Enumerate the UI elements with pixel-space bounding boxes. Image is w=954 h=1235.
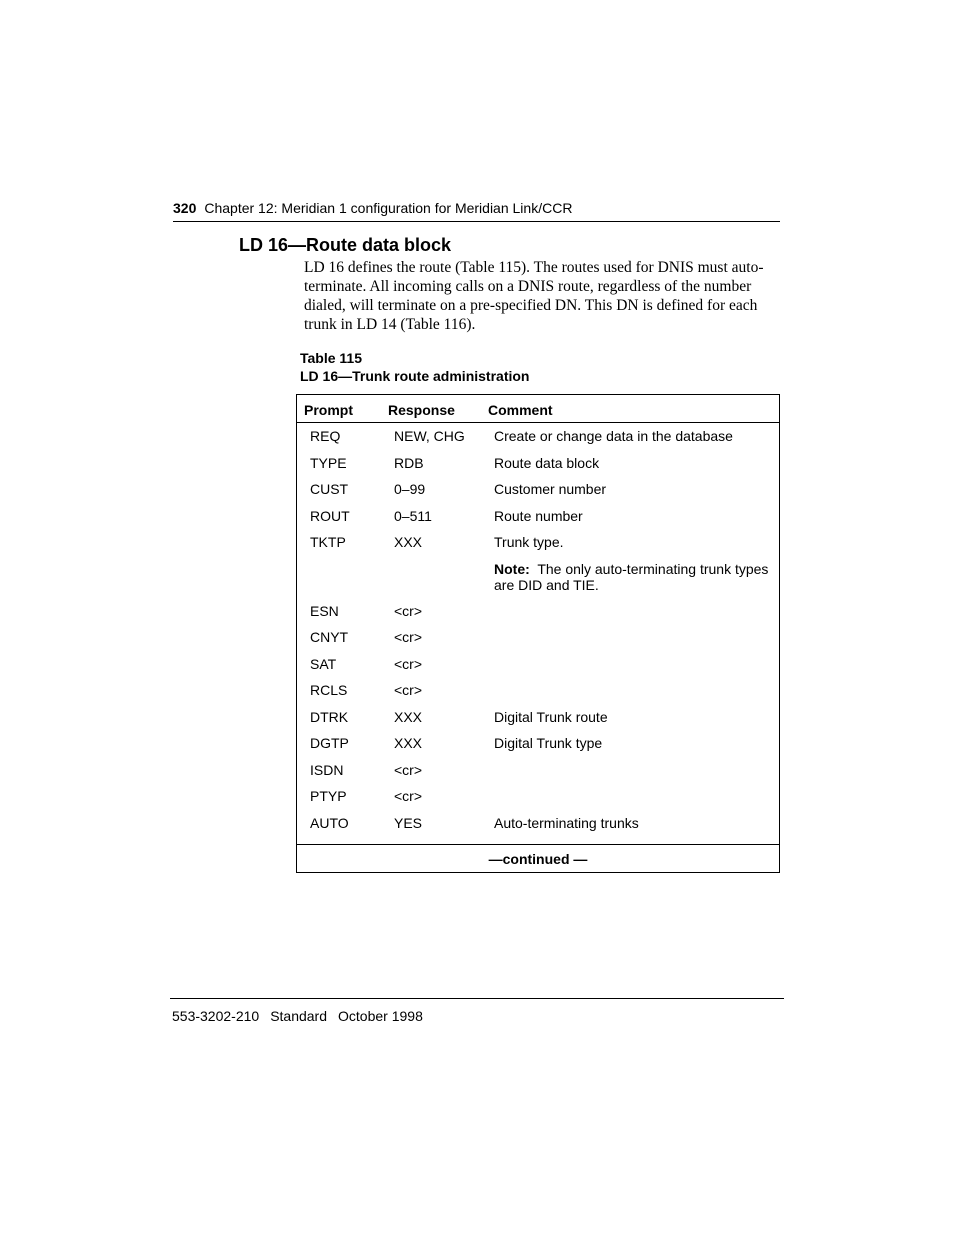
table-footer-row	[297, 844, 779, 872]
cell-prompt: AUTO	[310, 814, 349, 831]
chapter-title: Chapter 12: Meridian 1 configuration for Meridian Link/CCR	[204, 200, 573, 216]
cell-response: XXX	[394, 735, 423, 751]
cell-response: XXX	[394, 534, 423, 550]
cell-prompt: CNYT	[310, 629, 349, 645]
cell-comment	[494, 762, 774, 788]
section-title: LD 16—Route data block	[239, 235, 452, 255]
note-label: Note:	[494, 560, 530, 577]
intro-paragraph: LD 16 defines the route (Table 115). The routes used for DNIS must auto-terminate. All incoming calls on a DNIS route, regardless of the number dialed, will terminate on a pre-specified DN. This DN is defined for each trunk in LD 14 (Table 116).	[304, 259, 764, 333]
table-row	[297, 481, 779, 508]
cell-prompt: PTYP	[310, 788, 347, 804]
cell-prompt: RCLS	[310, 682, 348, 698]
cell-prompt: REQ	[310, 428, 341, 444]
table-row	[297, 788, 779, 815]
document-date: October 1998	[338, 1008, 423, 1024]
cell-prompt: DTRK	[310, 708, 349, 725]
continued-label: —continued —	[488, 851, 588, 867]
table-row	[297, 428, 779, 455]
cell-comment: Digital Trunk route	[494, 708, 608, 725]
table-title: LD 16—Trunk route administration	[300, 367, 530, 384]
cell-comment: Customer number	[494, 481, 607, 497]
table-row	[297, 561, 779, 603]
column-header-prompt: Prompt	[304, 402, 353, 418]
cell-response: 0–99	[394, 481, 426, 497]
document-status: Standard	[270, 1008, 328, 1024]
table-row	[297, 455, 779, 482]
cell-comment	[494, 561, 774, 603]
cell-prompt: CUST	[310, 481, 349, 497]
cell-response: <cr>	[394, 788, 423, 804]
table-row	[297, 603, 779, 630]
running-footer	[172, 1007, 434, 1025]
cell-prompt: ESN	[310, 602, 339, 619]
cell-comment	[494, 682, 774, 708]
cell-response: YES	[394, 814, 423, 831]
column-header-comment: Comment	[488, 402, 553, 418]
cell-prompt: SAT	[310, 655, 337, 672]
table-caption	[300, 350, 529, 385]
table-row	[297, 762, 779, 789]
column-header-response: Response	[388, 402, 455, 418]
table-row	[297, 534, 779, 561]
cell-comment: Route number	[494, 507, 583, 524]
footer-rule	[170, 998, 784, 999]
note-text: The only auto-terminating trunk types are DID and TIE.	[494, 560, 769, 593]
table-row	[297, 629, 779, 656]
cell-comment	[494, 603, 774, 629]
cell-comment	[494, 656, 774, 682]
table-row	[297, 682, 779, 709]
cell-comment: Create or change data in the database	[494, 428, 733, 444]
cell-prompt: ROUT	[310, 507, 350, 524]
cell-comment	[494, 788, 774, 814]
running-header	[173, 199, 780, 217]
cell-prompt: TKTP	[310, 534, 346, 550]
cell-prompt: ISDN	[310, 761, 344, 778]
page-number: 320	[173, 200, 197, 216]
table-header-row	[297, 395, 779, 423]
table-row	[297, 815, 779, 842]
table-row	[297, 735, 779, 762]
cell-response: <cr>	[394, 629, 423, 645]
table-number: Table 115	[300, 350, 363, 366]
header-rule	[173, 221, 780, 222]
cell-comment: Route data block	[494, 454, 600, 471]
cell-response: XXX	[394, 708, 423, 725]
cell-response: <cr>	[394, 761, 423, 778]
cell-response: <cr>	[394, 602, 423, 619]
route-admin-table	[296, 394, 780, 873]
cell-prompt: DGTP	[310, 735, 349, 751]
cell-response: <cr>	[394, 655, 423, 672]
cell-response: RDB	[394, 454, 424, 471]
table-body	[297, 423, 779, 844]
table-row	[297, 656, 779, 683]
table-row	[297, 508, 779, 535]
cell-response: 0–511	[394, 507, 432, 524]
cell-comment	[494, 629, 774, 655]
cell-comment: Auto-terminating trunks	[494, 814, 639, 831]
table-row	[297, 709, 779, 736]
cell-comment: Trunk type.	[494, 534, 564, 550]
document-number: 553-3202-210	[172, 1008, 260, 1024]
cell-response: NEW, CHG	[394, 428, 465, 444]
cell-comment: Digital Trunk type	[494, 735, 603, 751]
cell-prompt: TYPE	[310, 454, 347, 471]
cell-response: <cr>	[394, 682, 423, 698]
